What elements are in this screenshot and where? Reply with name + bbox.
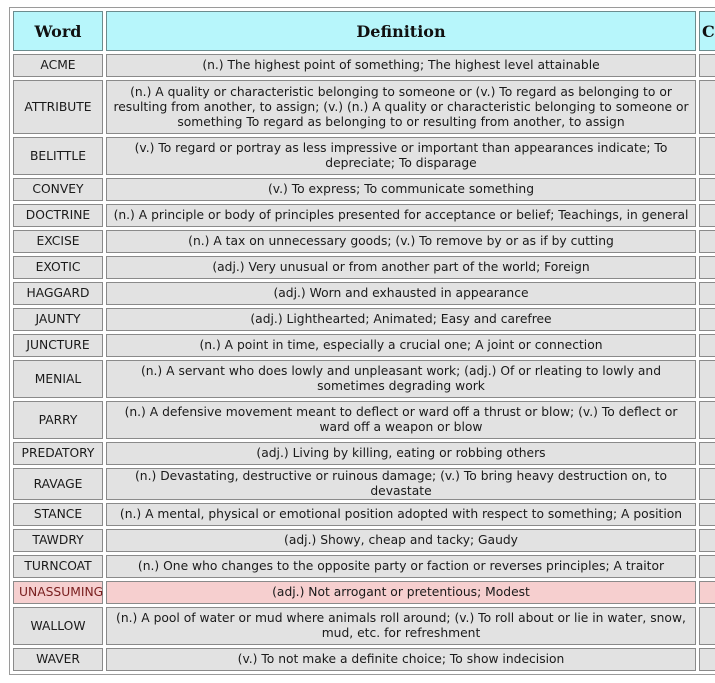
definition-cell: (n.) Devastating, destructive or ruinous damage; (v.) To bring heavy destruction on, to devastate (106, 468, 696, 500)
word-cell: RAVAGE (13, 468, 103, 500)
extra-cell (699, 256, 715, 279)
extra-cell (699, 360, 715, 398)
word-cell: EXCISE (13, 230, 103, 253)
table-row (13, 529, 715, 552)
table-row (13, 555, 715, 578)
extra-cell (699, 308, 715, 331)
table-row (13, 282, 715, 305)
word-cell: JAUNTY (13, 308, 103, 331)
definition-cell: (v.) To express; To communicate something (106, 178, 696, 201)
table-row (13, 401, 715, 439)
table-row (13, 442, 715, 465)
word-cell: ATTRIBUTE (13, 80, 103, 134)
definition-cell: (adj.) Worn and exhausted in appearance (106, 282, 696, 305)
extra-cell (699, 178, 715, 201)
word-cell: STANCE (13, 503, 103, 526)
table-row (13, 256, 715, 279)
definition-cell: (v.) To not make a definite choice; To show indecision (106, 648, 696, 671)
word-cell: TAWDRY (13, 529, 103, 552)
table-row (13, 204, 715, 227)
table-row (13, 137, 715, 175)
definition-cell: (n.) One who changes to the opposite party or faction or reverses principles; A traitor (106, 555, 696, 578)
extra-cell (699, 503, 715, 526)
table-row (13, 230, 715, 253)
definition-cell: (n.) A servant who does lowly and unpleasant work; (adj.) Of or rleating to lowly and sometimes degrading work (106, 360, 696, 398)
word-cell: JUNCTURE (13, 334, 103, 357)
definition-cell: (n.) A point in time, especially a crucial one; A joint or connection (106, 334, 696, 357)
extra-cell (699, 529, 715, 552)
definition-cell: (n.) A quality or characteristic belonging to someone or (v.) To regard as belonging to or resulting from another, to assign; (v.) (n.) A quality or characteristic belonging to someone or something To regard as belonging to or resulting from another, to assign (106, 80, 696, 134)
table-row (13, 178, 715, 201)
word-cell: ACME (13, 54, 103, 77)
table-row (13, 308, 715, 331)
word-cell: DOCTRINE (13, 204, 103, 227)
definition-cell: (n.) A tax on unnecessary goods; (v.) To remove by or as if by cutting (106, 230, 696, 253)
table-row (13, 54, 715, 77)
extra-cell (699, 137, 715, 175)
table-header-row (13, 11, 715, 51)
table-row (13, 503, 715, 526)
extra-cell (699, 282, 715, 305)
extra-cell (699, 555, 715, 578)
extra-cell (699, 401, 715, 439)
extra-cell (699, 468, 715, 500)
definition-cell: (n.) The highest point of something; The highest level attainable (106, 54, 696, 77)
highlighted-table-row (13, 581, 715, 604)
word-cell: BELITTLE (13, 137, 103, 175)
extra-cell (699, 442, 715, 465)
definition-cell: (v.) To regard or portray as less impressive or important than appearances indicate; To depreciate; To disparage (106, 137, 696, 175)
definition-cell: (adj.) Living by killing, eating or robbing others (106, 442, 696, 465)
vocabulary-table-body (13, 54, 715, 671)
extra-cell (699, 54, 715, 77)
extra-column-header[interactable]: C (699, 11, 715, 51)
word-cell: PREDATORY (13, 442, 103, 465)
extra-cell (699, 334, 715, 357)
word-column-header[interactable]: Word (13, 11, 103, 51)
definition-cell: (n.) A defensive movement meant to deflect or ward off a thrust or blow; (v.) To deflect or ward off a weapon or blow (106, 401, 696, 439)
definition-cell: (n.) A principle or body of principles presented for acceptance or belief; Teachings, in general (106, 204, 696, 227)
table-row (13, 468, 715, 500)
table-row (13, 80, 715, 134)
word-cell: EXOTIC (13, 256, 103, 279)
definition-cell: (adj.) Not arrogant or pretentious; Modest (106, 581, 696, 604)
word-cell: HAGGARD (13, 282, 103, 305)
definition-column-header[interactable]: Definition (106, 11, 696, 51)
extra-cell (699, 204, 715, 227)
extra-cell (699, 581, 715, 604)
table-row (13, 648, 715, 671)
word-cell: WAVER (13, 648, 103, 671)
definition-cell: (n.) A mental, physical or emotional position adopted with respect to something; A position (106, 503, 696, 526)
vocabulary-table (9, 7, 715, 675)
definition-cell: (adj.) Very unusual or from another part of the world; Foreign (106, 256, 696, 279)
extra-cell (699, 607, 715, 645)
definition-cell: (n.) A pool of water or mud where animals roll around; (v.) To roll about or lie in water, snow, mud, etc. for refreshment (106, 607, 696, 645)
extra-cell (699, 80, 715, 134)
table-row (13, 607, 715, 645)
extra-cell (699, 648, 715, 671)
word-cell: CONVEY (13, 178, 103, 201)
word-cell: PARRY (13, 401, 103, 439)
definition-cell: (adj.) Lighthearted; Animated; Easy and carefree (106, 308, 696, 331)
word-cell: TURNCOAT (13, 555, 103, 578)
extra-cell (699, 230, 715, 253)
word-cell: MENIAL (13, 360, 103, 398)
word-cell: WALLOW (13, 607, 103, 645)
word-cell: UNASSUMING (13, 581, 103, 604)
table-row (13, 360, 715, 398)
definition-cell: (adj.) Showy, cheap and tacky; Gaudy (106, 529, 696, 552)
table-row (13, 334, 715, 357)
